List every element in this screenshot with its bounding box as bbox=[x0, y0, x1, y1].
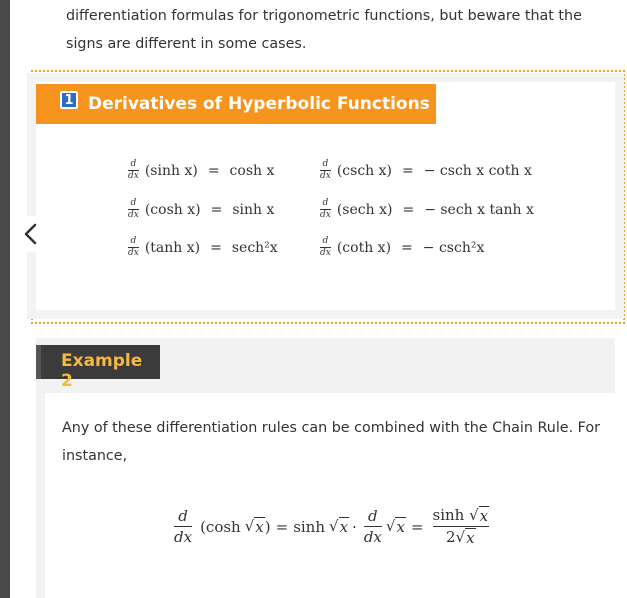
sqrt-x: √ x bbox=[385, 517, 405, 536]
sinh-term: sinh bbox=[293, 517, 326, 536]
formula-rhs: cosh x bbox=[229, 162, 275, 179]
formula-lhs: (sech x) bbox=[336, 201, 393, 218]
number-badge: 1 bbox=[60, 91, 78, 109]
equals-sign: = bbox=[410, 517, 424, 536]
chain-rule-formula bbox=[170, 506, 493, 547]
example-paragraph bbox=[62, 414, 602, 470]
d-dx-fraction: $\frac{d}{dx}$ bbox=[320, 198, 331, 220]
chevron-left-icon bbox=[18, 216, 44, 252]
example-line-2: instance, bbox=[62, 448, 128, 464]
d-dx-fraction: $\frac{d}{dx}$ bbox=[320, 236, 331, 258]
close-paren: ) bbox=[264, 517, 271, 536]
equals-sign: = bbox=[402, 162, 414, 179]
equals-sign: = bbox=[401, 239, 413, 256]
previous-slide-button[interactable] bbox=[18, 216, 44, 252]
formula-lhs: (sinh x) bbox=[144, 162, 198, 179]
example-label-text: Example 2 bbox=[61, 351, 143, 391]
equals-sign: = bbox=[210, 201, 223, 218]
d-dx-fraction: $\frac{d}{dx}$ bbox=[174, 507, 193, 546]
formula-lhs: (tanh x) bbox=[144, 239, 201, 256]
formula-rhs: − csch²x bbox=[422, 239, 485, 256]
d-dx-fraction: $\frac{d}{dx}$ bbox=[128, 159, 139, 181]
formula-csch bbox=[320, 160, 532, 181]
formula-sech bbox=[320, 199, 534, 220]
formula-sinh bbox=[128, 160, 274, 181]
derivatives-title: Derivatives of Hyperbolic Functions bbox=[88, 94, 430, 114]
formula-rhs: sech²x bbox=[231, 239, 278, 256]
equals-sign: = bbox=[275, 517, 289, 536]
dot-operator: · bbox=[352, 517, 357, 536]
formula-lhs: (coth x) bbox=[336, 239, 392, 256]
d-dx-fraction: $\frac{d}{dx}$ bbox=[128, 198, 139, 220]
formula-lhs: (cosh x) bbox=[144, 201, 201, 218]
formula-rhs: sinh x bbox=[232, 201, 275, 218]
formula-lhs: (csch x) bbox=[336, 162, 392, 179]
d-dx-fraction: $\frac{d}{dx}$ bbox=[320, 159, 331, 181]
intro-line-2: signs are different in some cases. bbox=[66, 36, 307, 52]
sqrt-x: √ x bbox=[244, 517, 264, 536]
result-fraction: sinh √ x 2√ x bbox=[432, 506, 489, 547]
formula-tanh bbox=[128, 237, 278, 258]
example-line-1: Any of these differentiation rules can be combined with the Chain Rule. For bbox=[62, 420, 601, 436]
formula-rhs: − csch x coth x bbox=[423, 162, 532, 179]
sqrt-x: √ x bbox=[329, 517, 349, 536]
intro-paragraph bbox=[66, 2, 606, 58]
equals-sign: = bbox=[210, 239, 222, 256]
d-dx-fraction: $\frac{d}{dx}$ bbox=[363, 507, 382, 546]
formula-cosh bbox=[128, 199, 274, 220]
formula-rhs: − sech x tanh x bbox=[424, 201, 534, 218]
intro-line-1: differentiation formulas for trigonometric functions, but beware that the bbox=[66, 8, 582, 24]
formula-coth bbox=[320, 237, 484, 258]
example-label bbox=[36, 345, 160, 391]
d-dx-fraction: $\frac{d}{dx}$ bbox=[128, 236, 139, 258]
cosh-open: (cosh bbox=[200, 517, 241, 536]
equals-sign: = bbox=[402, 201, 415, 218]
left-rail bbox=[0, 0, 10, 598]
equals-sign: = bbox=[207, 162, 220, 179]
